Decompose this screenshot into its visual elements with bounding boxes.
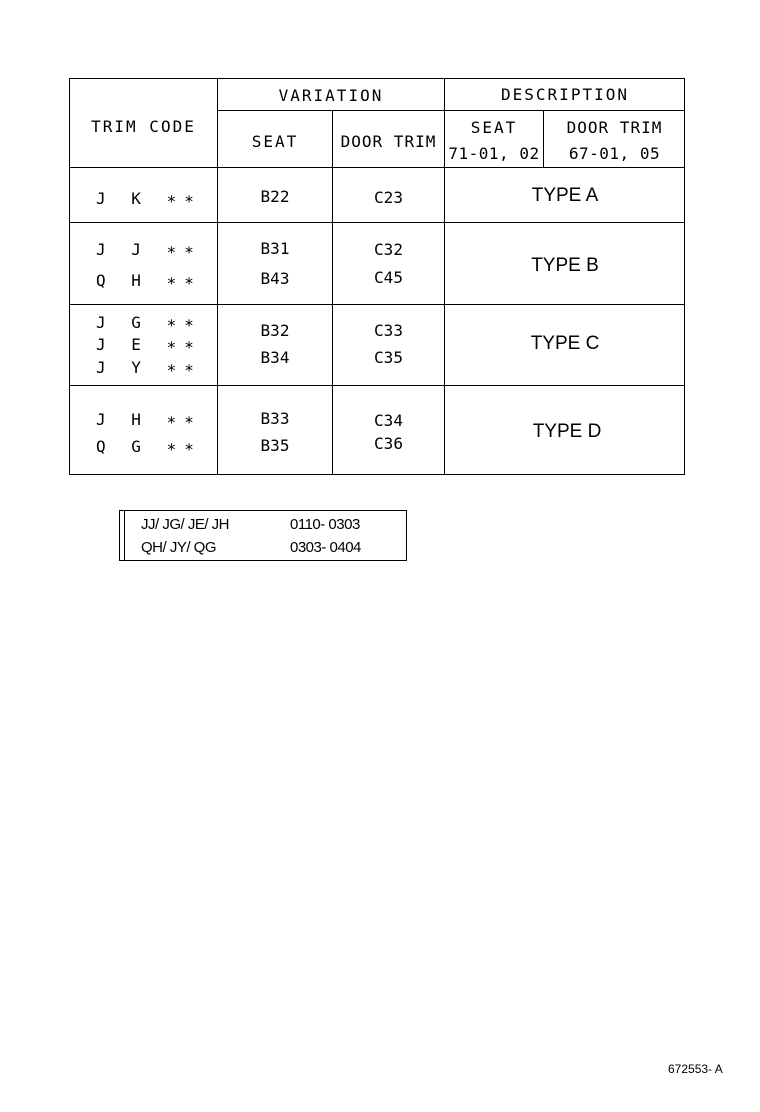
door-trim-code: C32 (374, 240, 403, 259)
header-bottom-rule (70, 167, 685, 168)
row-divider-a (70, 222, 685, 223)
variation-door-trim-header: DOOR TRIM (340, 132, 437, 151)
trim-code: Q H ∗∗ (96, 271, 202, 290)
trim-code: J G ∗∗ (96, 313, 202, 332)
door-trim-code: C36 (374, 434, 403, 453)
door-trim-code: C23 (374, 188, 403, 207)
type-label: TYPE D (532, 421, 602, 442)
row-divider-b (70, 304, 685, 305)
trim-code: J Y ∗∗ (96, 358, 202, 377)
seat-code: B32 (260, 321, 290, 340)
type-label: TYPE A (531, 185, 599, 206)
variation-header: VARIATION (278, 86, 384, 105)
type-label: TYPE B (531, 255, 599, 276)
variation-seat-header: SEAT (251, 132, 299, 151)
description-seat-ref: 71-01, 02 (448, 144, 540, 163)
seat-code: B31 (260, 239, 290, 258)
legend-codes: JJ/ JG/ JE/ JH (141, 516, 230, 533)
trim-code: Q G ∗∗ (96, 437, 202, 456)
door-trim-code: C34 (374, 411, 403, 430)
description-header: DESCRIPTION (501, 85, 629, 104)
legend-codes: QH/ JY/ QG (141, 539, 217, 556)
legend-date-range: 0110- 0303 (290, 516, 360, 533)
trim-code: J J ∗∗ (96, 240, 202, 259)
description-door-trim-ref: 67-01, 05 (568, 144, 661, 163)
door-trim-code: C35 (374, 348, 403, 367)
header-divider-upper (218, 110, 685, 111)
figure-id: 672553- A (668, 1062, 723, 1076)
type-label: TYPE C (530, 333, 600, 354)
production-date-legend (119, 510, 407, 561)
seat-code: B34 (260, 348, 290, 367)
legend-date-range: 0303- 0404 (290, 539, 361, 556)
seat-code: B43 (260, 269, 290, 288)
description-door-trim-header: DOOR TRIM (566, 118, 663, 137)
trim-code-table (69, 78, 685, 475)
trim-code: J K ∗∗ (96, 189, 202, 208)
trim-code-header: TRIM CODE (91, 117, 196, 136)
door-trim-code: C33 (374, 321, 403, 340)
seat-code: B35 (260, 436, 290, 455)
trim-code: J H ∗∗ (96, 410, 202, 429)
seat-code: B33 (260, 409, 290, 428)
description-seat-header: SEAT (470, 118, 518, 137)
seat-code: B22 (260, 187, 290, 206)
row-divider-c (70, 385, 685, 386)
legend-left-strip (120, 511, 125, 560)
door-trim-code: C45 (374, 268, 403, 287)
trim-code: J E ∗∗ (96, 335, 202, 354)
col-divider-variation (444, 79, 445, 475)
